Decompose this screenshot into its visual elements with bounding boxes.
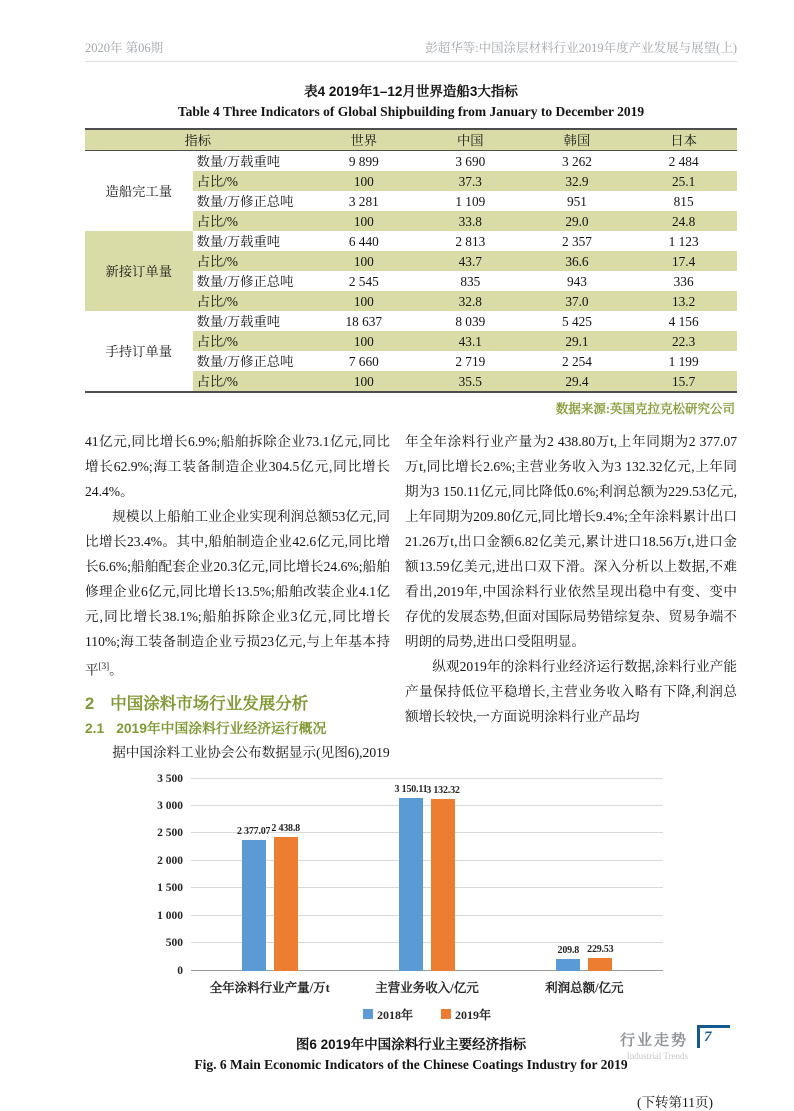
page-header: [85, 38, 737, 62]
footnote-ref: [3]: [98, 661, 110, 671]
y-tick-label: 1 000: [157, 909, 183, 922]
table-group-cell: 造船完工量: [105, 183, 173, 199]
page-footer: [620, 1025, 730, 1061]
y-tick-label: 500: [165, 937, 183, 950]
table-col-header: 日本: [630, 129, 737, 151]
table-row: 占比/% 100 43.1 29.1 22.3: [85, 331, 737, 351]
page-number-value: 7: [704, 1029, 712, 1045]
footer-label-zh: 行业走势: [619, 1032, 688, 1049]
x-axis-labels: [191, 978, 663, 996]
running-title: 彭超华等:中国涂层材料行业2019年度产业发展与展望(上): [425, 41, 737, 55]
legend-swatch: [363, 1009, 373, 1019]
shipbuilding-table: [85, 128, 737, 393]
table-col-header: 韩国: [524, 129, 631, 151]
page-number: [697, 1025, 730, 1048]
y-tick-label: 1 500: [157, 882, 183, 895]
data-source-note: 数据来源:英国克拉克松研究公司: [555, 402, 735, 416]
table-title-en: Table 4 Three Indicators of Global Shipbuilding from January to December 2019: [177, 104, 645, 119]
bar-value-label: 3 150.11: [394, 783, 428, 795]
legend-label: 2018年: [376, 1007, 413, 1022]
figure-caption-en: Fig. 6 Main Economic Indicators of the Chinese Coatings Industry for 2019: [194, 1056, 628, 1072]
y-tick-label: 2 500: [157, 827, 183, 840]
bar-value-label: 2 377.07: [236, 826, 271, 838]
footer-section-label: [620, 1029, 688, 1061]
x-category-label: 利润总额/亿元: [545, 980, 624, 995]
legend-item: [441, 1006, 491, 1023]
table-row: 新接订单量 数量/万载重吨 6 440 2 813 2 357 1 123: [85, 231, 737, 251]
table-row: 数量/万修正总吨 3 281 1 109 951 815: [196, 193, 694, 209]
table-row: 造船完工量 数量/万载重吨 9 899 3 690 3 262 2 484: [85, 151, 737, 172]
table-title-zh: 表4 2019年1–12月世界造船3大指标: [304, 84, 518, 99]
bar-2019年: [588, 958, 612, 971]
table-row: 手持订单量 数量/万载重吨 18 637 8 039 5 425 4 156: [85, 311, 737, 331]
legend-swatch: [441, 1009, 451, 1019]
table-group-cell: 新接订单量: [85, 231, 193, 311]
y-tick-label: 0: [177, 964, 183, 977]
paragraph: [85, 504, 390, 683]
subsection-number: 2.1: [85, 720, 105, 736]
table-group-cell: 手持订单量: [105, 343, 173, 359]
bar-chart: [143, 772, 663, 1023]
page-content: [85, 80, 737, 1111]
bar-group: [395, 779, 459, 971]
legend-label: 2019年: [455, 1007, 492, 1022]
paragraph: 据中国涂料工业协会公布数据显示(见图6),2019: [112, 744, 390, 760]
right-column: [405, 429, 737, 765]
table-row: 占比/% 100 32.8 37.0 13.2: [85, 291, 737, 311]
paragraph: 年全年涂料行业产量为2 438.80万t,上年同期为2 377.07万t,同比增长2.6%;主营业务收入为3 132.32亿元,上年同期为3 150.11亿元,同比降低0.6%;利润总额为229.53亿元,上年同期为209.80亿元,同比增长9.4%;全年涂料累计出口21.26万t,出口金额6.82亿美元,累计进口18.56万t,进口金额13.59亿美元,进出口双下滑。深入分析以上数据,不难看出,2019年,中国涂料行业依然呈现出稳中有变、变中存优的发展态势,但面对国际局势错综复杂、贸易争端不明朗的局势,进出口受阻明显。: [405, 434, 737, 649]
table-header-row: [85, 129, 737, 151]
table-row: 占比/% 100 43.7 36.6 17.4: [85, 251, 737, 271]
bar-value-label: 209.8: [557, 945, 580, 957]
x-category-label: 全年涂料行业产量/万t: [209, 980, 330, 995]
y-tick-label: 3 000: [157, 799, 183, 812]
footer-label-en: Industrial Trends: [626, 1051, 688, 1061]
table-row: 数量/万修正总吨 2 545 835 943 336: [196, 273, 694, 289]
bar-value-label: 2 438.8: [271, 822, 300, 834]
paragraph: 纵观2019年的涂料行业经济运行数据,涂料行业产能产量保持低位平稳增长,主营业务收入略有下降,利润总额增长较快,一方面说明涂料行业产品均: [405, 659, 737, 724]
table-row: 数量/万修正总吨 7 660 2 719 2 254 1 199: [196, 353, 699, 369]
continuation-note: (下转第11页): [637, 1094, 713, 1110]
bar-value-label: 3 132.32: [426, 784, 460, 796]
figure-caption-zh: 图6 2019年中国涂料行业主要经济指标: [295, 1036, 527, 1052]
section-heading: [85, 690, 390, 714]
section-title: 中国涂料市场行业发展分析: [110, 694, 309, 713]
y-tick-label: 3 500: [157, 772, 183, 785]
legend-item: [363, 1006, 413, 1023]
chart-legend: [191, 1006, 663, 1023]
issue-info: 2020年 第06期: [85, 41, 164, 55]
bar-2018年: [242, 840, 266, 970]
bar-group: [238, 779, 302, 971]
bar-value-label: 229.53: [587, 943, 614, 955]
y-axis-labels: [143, 772, 191, 977]
bar-2018年: [399, 798, 423, 971]
y-tick-label: 2 000: [157, 854, 183, 867]
table-col-header: 指标: [85, 129, 311, 151]
bar-group: [552, 779, 616, 971]
paragraph-text: 。: [109, 662, 123, 678]
table-row: 占比/% 100 33.8 29.0 24.8: [85, 211, 737, 231]
chart-plot-area: [191, 779, 663, 971]
body-columns: [85, 429, 737, 765]
table-row: 占比/% 100 35.5 29.4 15.7: [85, 371, 737, 392]
subsection-title: 2019年中国涂料行业经济运行概况: [116, 720, 327, 736]
section-number: 2: [85, 694, 95, 713]
table-header: [85, 129, 737, 151]
paragraph-text: 规模以上船舶工业企业实现利润总额53亿元,同比增长23.4%。其中,船舶制造企业42.6亿元,同比增长6.6%;船舶配套企业20.3亿元,同比增长24.6%;船舶修理企业6亿元,同比增长13.5%;船舶改装企业4.1亿元,同比增长38.1%;船舶拆除企业3亿元,同比增长110%;海工装备制造企业亏损23亿元,与上年基本持平: [85, 509, 390, 678]
left-column: [85, 429, 390, 765]
table-col-header: 中国: [417, 129, 524, 151]
subsection-heading: [85, 717, 390, 737]
x-category-label: 主营业务收入/亿元: [375, 980, 479, 995]
bar-2019年: [431, 799, 455, 971]
table-col-header: 世界: [311, 129, 417, 151]
table-row: 占比/% 100 37.3 32.9 25.1: [85, 171, 737, 191]
bar-groups: [191, 779, 663, 971]
paragraph: 41亿元,同比增长6.9%;船舶拆除企业73.1亿元,同比增长62.9%;海工装备制造企业304.5亿元,同比增长24.4%。: [85, 434, 390, 499]
bar-2018年: [556, 959, 580, 971]
bar-2019年: [274, 837, 298, 971]
